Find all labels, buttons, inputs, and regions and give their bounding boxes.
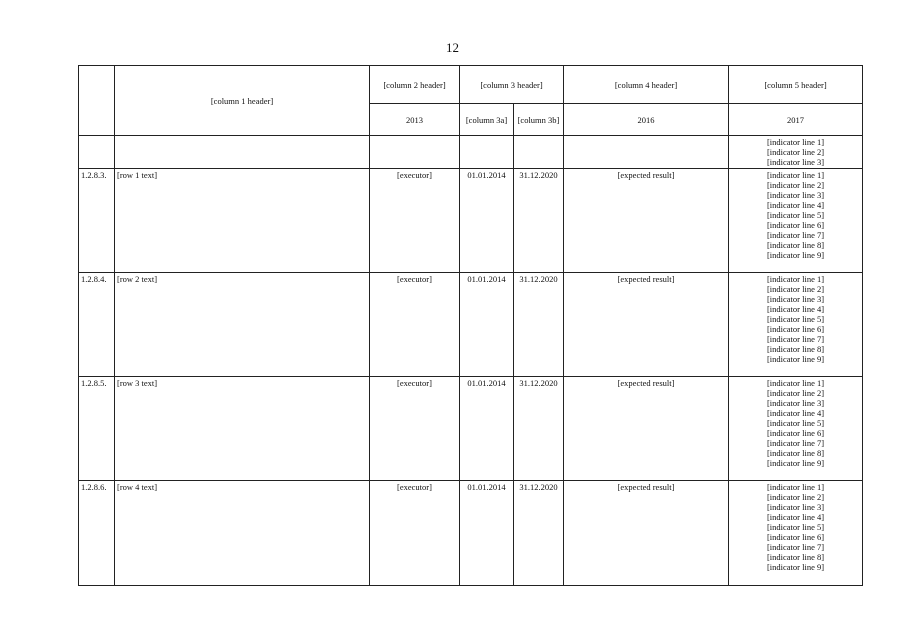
header-end-date: [column 3b] [514,104,564,136]
cell-code: 1.2.8.3. [79,169,115,273]
cell-executor: [executor] [370,273,460,377]
indicator-line: [indicator line 9] [766,458,825,468]
cell-start: 01.01.2014 [460,377,514,481]
header-expected-result: [column 4 header] [564,66,729,104]
cell-start: 01.01.2014 [460,169,514,273]
cell-name: [row 2 text] [115,273,370,377]
indicator-line: [indicator line 5] [766,522,825,532]
cell-code: 1.2.8.5. [79,377,115,481]
cell-indicators [729,169,863,273]
indicator-line: [indicator line 8] [766,552,825,562]
indicator-line: [indicator line 7] [766,230,825,240]
cell-start [460,136,514,169]
indicator-line: [indicator line 7] [766,334,825,344]
cell-result: [expected result] [564,273,729,377]
cell-indicators [729,136,863,169]
cell-indicators [729,481,863,586]
indicator-line: [indicator line 5] [766,418,825,428]
indicator-line: [indicator line 4] [766,408,825,418]
indicator-line: [indicator line 3] [766,398,825,408]
cell-code: 1.2.8.6. [79,481,115,586]
cell-indicators [729,377,863,481]
cell-end: 31.12.2020 [514,169,564,273]
indicator-line: [indicator line 3] [766,190,825,200]
cell-end: 31.12.2020 [514,377,564,481]
cell-result: [expected result] [564,377,729,481]
header-event-name: [column 1 header] [115,66,370,136]
cell-name: [row 1 text] [115,169,370,273]
table-row [79,169,863,273]
indicator-line: [indicator line 5] [766,210,825,220]
indicator-line: [indicator line 9] [766,562,825,572]
indicator-line: [indicator line 8] [766,344,825,354]
indicator-line: [indicator line 1] [766,137,825,147]
indicator-line: [indicator line 2] [766,180,825,190]
indicator-line: [indicator line 5] [766,314,825,324]
indicator-line: [indicator line 6] [766,428,825,438]
indicator-line: [indicator line 9] [766,354,825,364]
cell-executor [370,136,460,169]
cell-result [564,136,729,169]
program-events-table [78,65,863,586]
indicator-line: [indicator line 3] [766,294,825,304]
cell-name: [row 3 text] [115,377,370,481]
indicator-line: [indicator line 2] [766,284,825,294]
table-header-row [79,66,863,104]
cell-result: [expected result] [564,169,729,273]
indicator-line: [indicator line 1] [766,378,825,388]
indicator-line: [indicator line 6] [766,532,825,542]
cell-end: 31.12.2020 [514,273,564,377]
indicator-line: [indicator line 8] [766,448,825,458]
cell-start: 01.01.2014 [460,481,514,586]
cell-start: 01.01.2014 [460,273,514,377]
indicator-line: [indicator line 2] [766,147,825,157]
indicator-line: [indicator line 8] [766,240,825,250]
cell-executor: [executor] [370,377,460,481]
header-start-date: [column 3a] [460,104,514,136]
header-code [79,66,115,136]
table-row-continuation [79,136,863,169]
cell-executor: [executor] [370,169,460,273]
header-executor: [column 2 header] [370,66,460,104]
indicator-line: [indicator line 1] [766,170,825,180]
header-indicators-link: [column 5 header] [729,66,863,104]
cell-result: [expected result] [564,481,729,586]
indicator-line: [indicator line 6] [766,324,825,334]
indicator-line: [indicator line 2] [766,388,825,398]
indicator-line: [indicator line 4] [766,512,825,522]
indicator-line: [indicator line 9] [766,250,825,260]
indicator-line: [indicator line 1] [766,482,825,492]
table-row [79,481,863,586]
header-term: [column 3 header] [460,66,564,104]
indicator-line: [indicator line 4] [766,304,825,314]
indicator-line: [indicator line 7] [766,542,825,552]
cell-code: 1.2.8.4. [79,273,115,377]
cell-code [79,136,115,169]
cell-end: 31.12.2020 [514,481,564,586]
indicator-line: [indicator line 6] [766,220,825,230]
header-column-number-6: 2016 [564,104,729,136]
page-number: 12 [446,40,459,55]
cell-indicators [729,273,863,377]
cell-executor: [executor] [370,481,460,586]
cell-name [115,136,370,169]
header-column-number-7: 2017 [729,104,863,136]
indicator-line: [indicator line 1] [766,274,825,284]
table-row [79,377,863,481]
indicator-line: [indicator line 2] [766,492,825,502]
cell-end [514,136,564,169]
indicator-line: [indicator line 3] [766,157,825,167]
indicator-line: [indicator line 3] [766,502,825,512]
header-column-number-3: 2013 [370,104,460,136]
cell-name: [row 4 text] [115,481,370,586]
indicator-line: [indicator line 7] [766,438,825,448]
table-row [79,273,863,377]
indicator-line: [indicator line 4] [766,200,825,210]
